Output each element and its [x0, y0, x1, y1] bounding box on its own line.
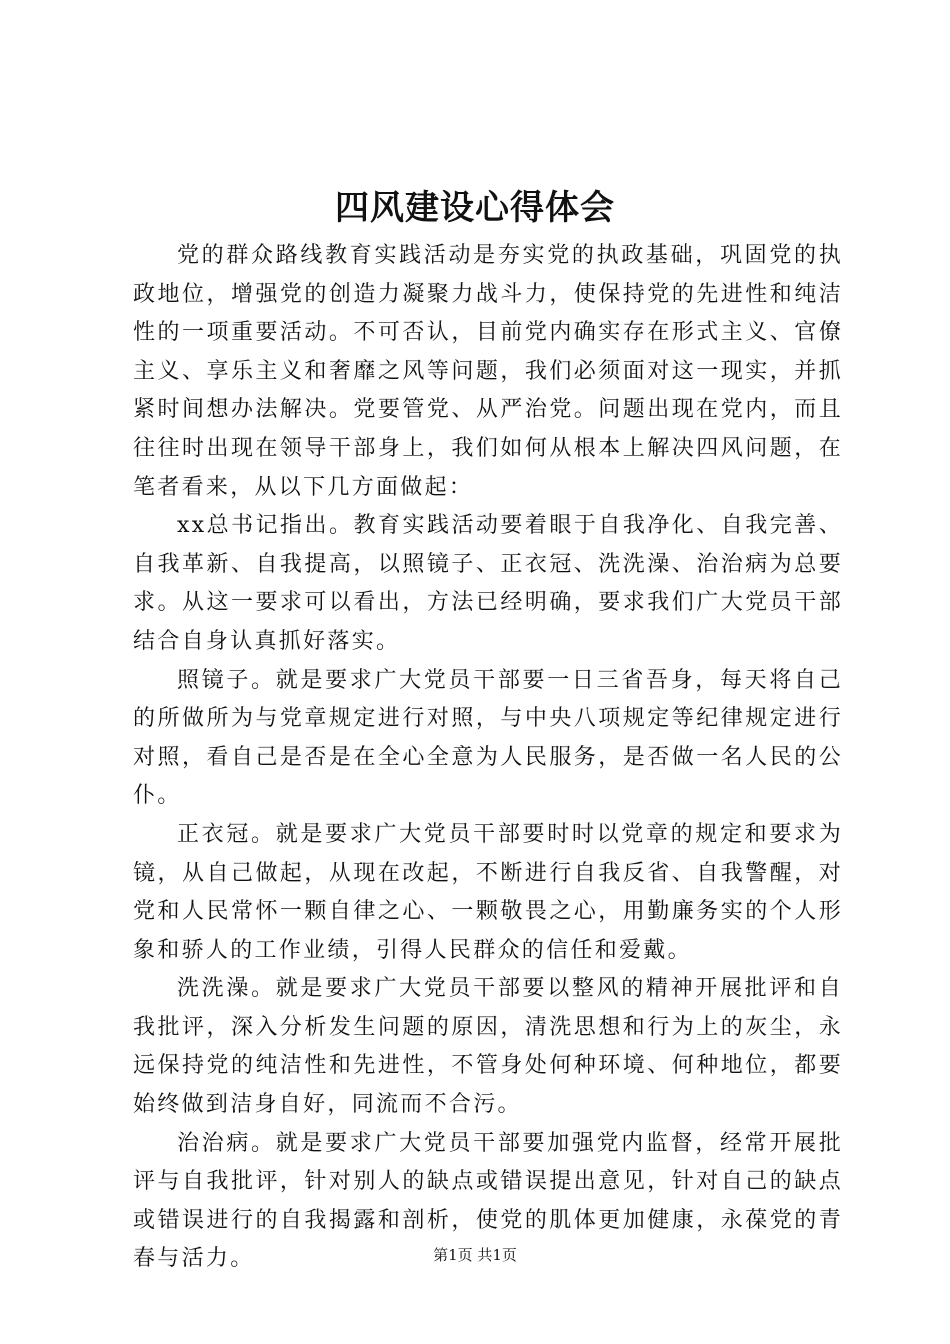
paragraph-mirror: 照镜子。就是要求广大党员干部要一日三省吾身，每天将自己的所做所为与党章规定进行对照，与中央八项规定等纪律规定进行对照，看自己是否是在全心全意为人民服务，是否做一名人民的公仆。: [133, 667, 843, 809]
document-body: [133, 237, 843, 1279]
paragraph-attire: 正衣冠。就是要求广大党员干部要时时以党章的规定和要求为镜，从自己做起，从现在改起，不断进行自我反省、自我警醒，对党和人民常怀一颗自律之心、一颗敬畏之心，用勤廉务实的个人形象和骄人的工作业绩，引得人民群众的信任和爱戴。: [133, 821, 843, 963]
page-number-footer: 第1页 共1页: [433, 1246, 517, 1264]
paragraph-bath: 洗洗澡。就是要求广大党员干部要以整风的精神开展批评和自我批评，深入分析发生问题的原因，清洗思想和行为上的灰尘，永远保持党的纯洁性和先进性，不管身处何种环境、何种地位，都要始终做到洁身自好，同流而不合污。: [133, 976, 843, 1118]
paragraph-intro: 党的群众路线教育实践活动是夯实党的执政基础，巩固党的执政地位，增强党的创造力凝聚力战斗力，使保持党的先进性和纯洁性的一项重要活动。不可否认，目前党内确实存在形式主义、官僚主义、享乐主义和奢靡之风等问题，我们必须面对这一现实，并抓紧时间想办法解决。党要管党、从严治党。问题出现在党内，而且往往时出现在领导干部身上，我们如何从根本上解决四风问题，在笔者看来，从以下几方面做起：: [133, 243, 843, 500]
paragraph-cure: 治治病。就是要求广大党员干部要加强党内监督，经常开展批评与自我批评，针对别人的缺点或错误提出意见，针对自己的缺点或错误进行的自我揭露和剖析，使党的肌体更加健康，永葆党的青春与活力。: [133, 1130, 843, 1272]
paragraph-requirements: xx总书记指出。教育实践活动要着眼于自我净化、自我完善、自我革新、自我提高，以照镜子、正衣冠、洗洗澡、治治病为总要求。从这一要求可以看出，方法已经明确，要求我们广大党员干部结合自身认真抓好落实。: [133, 513, 843, 654]
document-title: 四风建设心得体会: [335, 188, 615, 228]
